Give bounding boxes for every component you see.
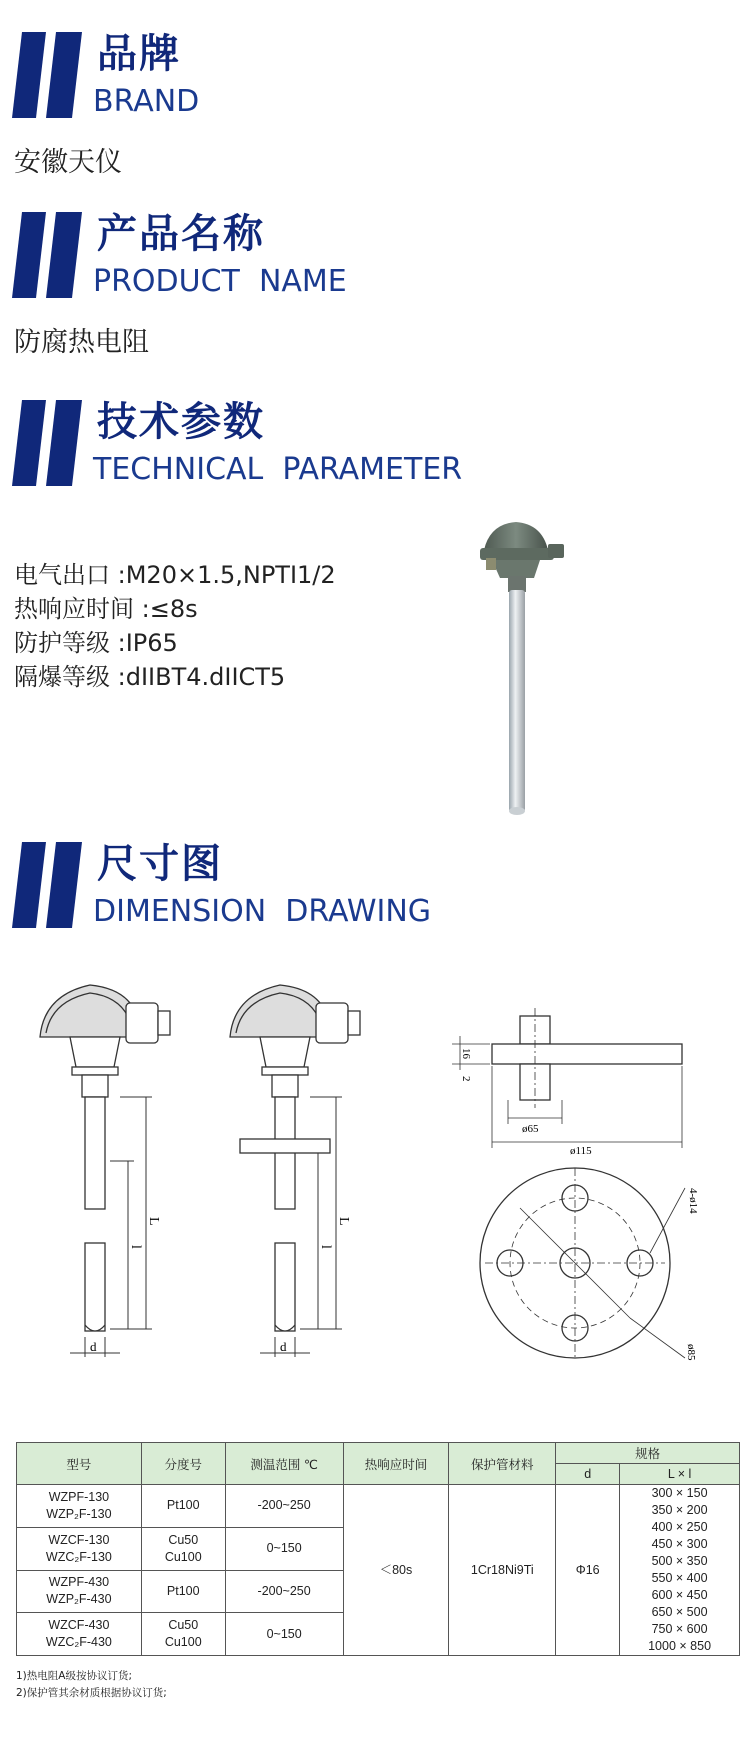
dimension-section-header — [12, 840, 732, 936]
tech-section-header — [12, 398, 732, 494]
table-row: WZPF-130 WZP₂F-130 Pt100 -200~250 ＜80s 1Cr18Ni9Ti Φ16 300 × 150 350 × 200 400 × 250 450 × 300 500 × 350 550 × 400 600 × 450 650 × 500 750 × 600 1000 × 850 — [17, 1485, 740, 1528]
param-electrical-outlet: 电气出口 :M20×1.5,NPTI1/2 — [14, 561, 336, 589]
table-row: WZPF-430 WZP₂F-430 Pt100 -200~250 — [17, 1570, 740, 1613]
param-protection-grade: 防护等级 :IP65 — [14, 629, 178, 657]
label-d: d — [280, 1339, 287, 1354]
header-material: 保护管材料 — [449, 1443, 556, 1485]
label-d: d — [90, 1339, 97, 1354]
product-title-cn: 产品名称 — [97, 211, 265, 257]
footnote-2: 2)保护管其余材质根据协议订货; — [16, 1687, 167, 1699]
brand-value: 安徽天仪 — [14, 147, 122, 178]
subheader-length: L × l — [620, 1464, 740, 1485]
dimension-title-en: DIMENSION DRAWING — [93, 894, 432, 929]
dimension-drawing-flange-side — [450, 1008, 700, 1158]
label-d85: ø85 — [685, 1344, 697, 1361]
label-l: l — [128, 1245, 143, 1249]
label-L: L — [146, 1217, 161, 1226]
label-16: 16 — [460, 1048, 472, 1059]
section-bars-icon — [12, 842, 82, 928]
header-response: 热响应时间 — [343, 1443, 449, 1485]
brand-title-en: BRAND — [93, 84, 200, 119]
d-cell: Φ16 — [556, 1485, 620, 1656]
param-explosion-grade: 隔爆等级 :dIIBT4.dIICT5 — [14, 663, 286, 691]
brand-section-header — [12, 30, 732, 126]
spec-table — [16, 1442, 740, 1656]
tech-title-en: TECHNICAL PARAMETER — [93, 452, 463, 487]
dimension-title-cn: 尺寸图 — [97, 841, 223, 887]
product-photo — [470, 520, 590, 820]
section-bars-icon — [12, 400, 82, 486]
label-d115: ø115 — [570, 1145, 592, 1157]
footnote-1: 1)热电阻A级按协议订货; — [16, 1670, 132, 1682]
label-d65: ø65 — [522, 1123, 539, 1135]
table-row: WZCF-130 WZC₂F-130 Cu50 Cu100 0~150 — [17, 1527, 740, 1570]
header-graduation: 分度号 — [141, 1443, 225, 1485]
response-cell: ＜80s — [343, 1485, 449, 1656]
brand-title-cn: 品牌 — [97, 31, 181, 77]
product-section-header — [12, 210, 732, 306]
label-holes: 4-ø14 — [687, 1188, 699, 1214]
header-model: 型号 — [17, 1443, 142, 1485]
label-2: 2 — [460, 1076, 472, 1082]
product-title-en: PRODUCT NAME — [93, 264, 347, 299]
dimension-drawing-flanged-sensor — [220, 975, 390, 1385]
dimension-drawing-sensor — [30, 975, 200, 1385]
length-cell: 300 × 150 350 × 200 400 × 250 450 × 300 500 × 350 550 × 400 600 × 450 650 × 500 750 × 600 1000 × 850 — [620, 1485, 740, 1656]
param-response-time: 热响应时间 :≤8s — [14, 595, 198, 623]
product-value: 防腐热电阻 — [14, 327, 149, 358]
label-l: l — [318, 1245, 333, 1249]
material-cell: 1Cr18Ni9Ti — [449, 1485, 556, 1656]
section-bars-icon — [12, 32, 82, 118]
header-spec: 规格 — [556, 1443, 740, 1464]
section-bars-icon — [12, 212, 82, 298]
subheader-d: d — [556, 1464, 620, 1485]
dimension-drawing-flange-top — [470, 1148, 710, 1378]
label-L: L — [336, 1217, 351, 1226]
tech-title-cn: 技术参数 — [97, 399, 265, 445]
header-range: 测温范围 ℃ — [225, 1443, 343, 1485]
table-row: WZCF-430 WZC₂F-430 Cu50 Cu100 0~150 — [17, 1613, 740, 1656]
